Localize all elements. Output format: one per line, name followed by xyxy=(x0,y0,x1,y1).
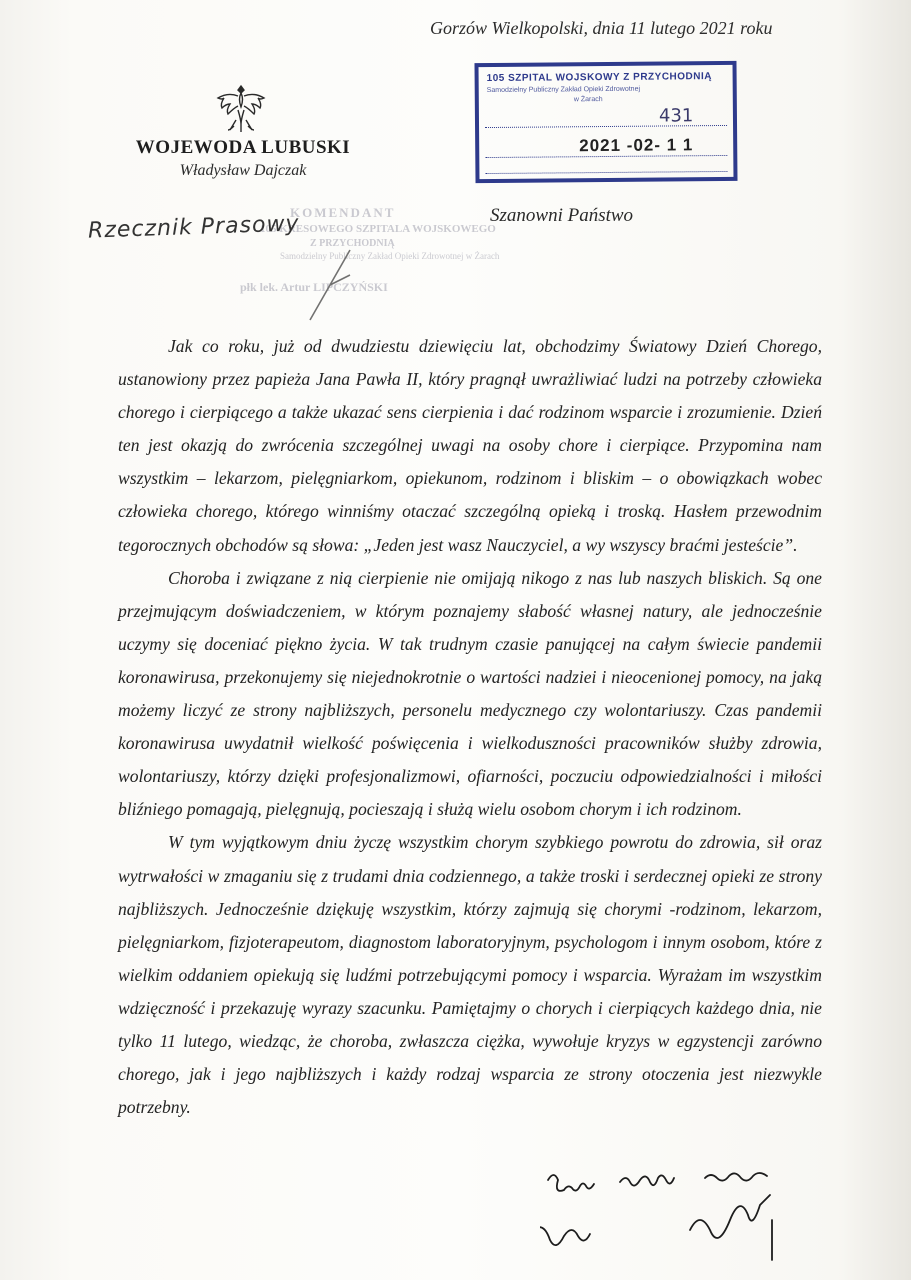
faint-stamp-line: płk lek. Artur LIPCZYŃSKI xyxy=(240,280,388,294)
paragraph: Choroba i związane z nią cierpienie nie omijają nikogo z nas lub naszych bliskich. Są one przejmującym doświadczeniem, w którym poznajemy słabość własnej natury, ale jednocześnie uczymy się doceniać piękno życia. W tak trudnym czasie panującej na całym świecie pandemii koronawirusa, przekonujemy się niejednokrotnie o wartości nadziei i nieocenionej pomocy, na jaką możemy liczyć ze strony najbliższych, personelu medycznego czy wolontariuszy. Czas pandemii koronawirusa uwydatnił wielkość poświęcenia i wielkoduszności pracowników służby zdrowia, wolontariuszy, którzy dzięki profesjonalizmowi, ofiarności, poczuciu odpowiedzialności i miłości bliźniego pomagają, pielęgnują, pocieszają i służą wielu osobom chorym i ich rodzinom. xyxy=(118,567,822,820)
faint-stamp-line: Z PRZYCHODNIĄ xyxy=(310,238,395,249)
date-line: Gorzów Wielkopolski, dnia 11 lutego 2021 roku xyxy=(430,18,773,38)
greeting: Szanowni Państwo xyxy=(490,205,634,226)
letter-body xyxy=(118,330,822,1124)
official-name: Władysław Dajczak xyxy=(179,162,307,179)
paragraph: W tym wyjątkowym dniu życzę wszystkim chorym szybkiego powrotu do zdrowia, sił oraz wytrwałości w zmaganiu się z trudami dnia codziennego, a także troski i serdecznej opieki ze strony najbliższych. Jednocześnie dziękuję wszystkim, którzy zajmują się chorymi -rodzinom, lekarzom, pielęgniarkom, fizjoterapeutom, diagnostom laboratoryjnym, psychologom i innym osobom, które z wielkim oddaniem opiekują się ludźmi potrzebującymi pomocy i wsparcia. Wyrażam im wszystkim wdzięczność i przekazuję wyrazy szacunku. Pamiętajmy o chorych i cierpiących każdego dnia, nie tylko 11 lutego, wiedząc, że choroba, zwłaszcza ciężka, wywołuje kryzys w egzystencji zarówno chorego, jak i jego najbliższych i każdy rodzaj wsparcia ze strony otoczenia jest niezwykle potrzebny. xyxy=(118,832,822,1118)
stamp-city: w Żarach xyxy=(573,96,603,104)
stamp-subtitle: Samodzielny Publiczny Zakład Opieki Zdrowotnej xyxy=(486,85,641,95)
polish-eagle-emblem-icon xyxy=(214,80,268,136)
stamp-date: 2021 -02- 1 1 xyxy=(579,135,694,156)
faint-stamp-line: Samodzielny Publiczny Zakład Opieki Zdrowotnej w Żarach xyxy=(280,251,500,261)
faint-stamp-line: 105 KRESOWEGO SZPITALA WOJSKOWEGO xyxy=(260,223,496,235)
commander-signature-icon xyxy=(300,245,360,325)
stamp-hospital-name: 105 SZPITAL WOJSKOWY Z PRZYCHODNIĄ xyxy=(486,71,713,85)
stamp-number: 431 xyxy=(658,105,694,127)
faint-stamp-line: KOMENDANT xyxy=(290,205,396,220)
stamp-line xyxy=(485,171,727,174)
registration-stamp xyxy=(474,61,737,183)
handwritten-signature xyxy=(540,1160,830,1270)
stamp-line xyxy=(485,155,727,158)
handwritten-note: Rzecznik Prasowy xyxy=(87,211,300,244)
office-title: WOJEWODA LUBUSKI xyxy=(135,137,351,158)
paragraph: Jak co roku, już od dwudziestu dziewięciu lat, obchodzimy Światowy Dzień Chorego, ustanowiony przez papieża Jana Pawła II, który pragnął uwrażliwiać ludzi na potrzeby człowieka chorego i cierpiącego a także ukazać sens cierpienia i dać rodzinom wsparcie i zrozumienie. Dzień ten jest okazją do zwrócenia szczególnej uwagi na osoby chore i cierpiące. Przypomina nam wszystkim – lekarzom, pielęgniarkom, opiekunom, rodzinom i bliskim – o obowiązkach wobec człowieka chorego, którego winniśmy otaczać szczególną opieką i troską. Hasłem przewodnim tegorocznych obchodów są słowa: „Jeden jest wasz Nauczyciel, a wy wszyscy braćmi jesteście”. xyxy=(118,336,822,555)
